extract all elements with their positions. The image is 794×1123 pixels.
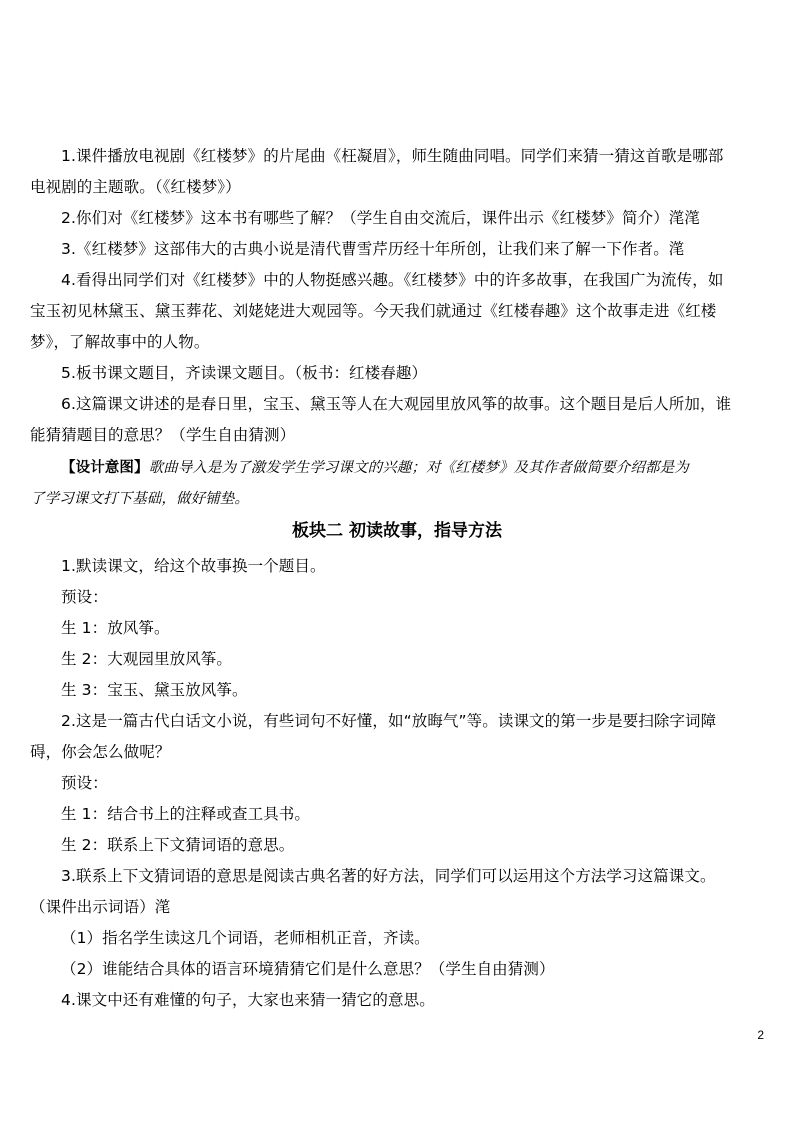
text-line: 1.课件播放电视剧《红楼梦》的片尾曲《枉凝眉》，师生随曲同唱。同学们来猜一猜这首歌是哪部	[61, 147, 724, 165]
text-line: 预设：	[61, 774, 108, 792]
text-line: 宝玉初见林黛玉、黛玉葬花、刘姥姥进大观园等。今天我们就通过《红楼春趣》这个故事走进《红楼	[30, 302, 717, 320]
text-line: （1）指名学生读这几个词语，老师相机正音，齐读。	[61, 929, 430, 947]
text-line: 4.课文中还有难懂的句子，大家也来猜一猜它的意思。	[61, 991, 435, 1009]
text-line: 4.看得出同学们对《红楼梦》中的人物挺感兴趣。《红楼梦》中的许多故事，在我国广为流传，如	[61, 271, 724, 289]
text-line: （2）谁能结合具体的语言环境猜猜它们是什么意思？（学生自由猜测）	[61, 960, 555, 978]
text-line: 生 3：宝玉、黛玉放风筝。	[61, 681, 248, 699]
text-line: 5.板书课文题目，齐读课文题目。（板书：红楼春趣）	[61, 364, 428, 382]
design-note-label: 【设计意图】	[61, 460, 149, 476]
text-line: 能猜猜题目的意思？（学生自由猜测）	[30, 426, 296, 444]
text-line: （课件出示词语）滗	[30, 898, 171, 916]
text-line: 电视剧的主题歌。（《红楼梦》）	[30, 178, 241, 196]
text-line: 梦》，了解故事中的人物。	[30, 333, 210, 351]
design-note-line	[61, 458, 765, 478]
text-line: 1.默读课文，给这个故事换一个题目。	[61, 557, 326, 575]
text-line: 3.《红楼梦》这部伟大的古典小说是清代曹雪芹历经十年所创，让我们来了解一下作者。滗	[61, 240, 685, 258]
text-line: 预设：	[61, 588, 108, 606]
text-line: 6.这篇课文讲述的是春日里，宝玉、黛玉等人在大观园里放风筝的故事。这个题目是后人所加，谁	[61, 395, 732, 413]
text-line: 生 2：联系上下文猜词语的意思。	[61, 836, 295, 854]
section-heading: 板块二 初读故事，指导方法	[292, 521, 502, 541]
text-line: 2.你们对《红楼梦》这本书有哪些了解？（学生自由交流后，课件出示《红楼梦》简介）滗滗	[61, 209, 700, 227]
text-line: 生 1：结合书上的注释或查工具书。	[61, 805, 310, 823]
text-line: 生 1：放风筝。	[61, 619, 170, 637]
design-note-text: 歌曲导入是为了激发学生学习课文的兴趣；对《红楼梦》及其作者做简要介绍都是为	[148, 460, 689, 476]
text-line: 3.联系上下文猜词语的意思是阅读古典名著的好方法，同学们可以运用这个方法学习这篇课文。	[61, 867, 716, 885]
text-line: 生 2：大观园里放风筝。	[61, 650, 232, 668]
page-number: 2	[757, 1028, 764, 1042]
design-note-line: 了学习课文打下基础，做好铺垫。	[30, 491, 249, 507]
text-line: 2.这是一篇古代白话文小说，有些词句不好懂，如“放晦气”等。读课文的第一步是要扫除字词障	[61, 712, 717, 730]
text-line: 碍，你会怎么做呢？	[30, 743, 171, 761]
